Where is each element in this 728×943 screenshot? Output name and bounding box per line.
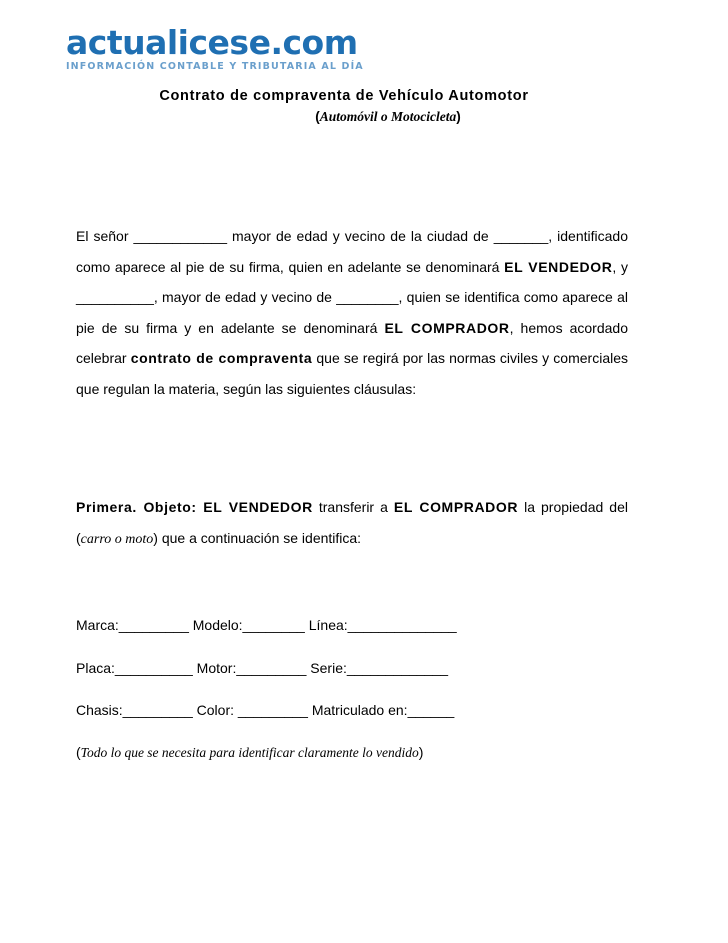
logo-tagline: INFORMACIÓN CONTABLE Y TRIBUTARIA AL DÍA: [66, 61, 364, 72]
intro-text-1: El señor ____________ mayor de edad y vecino de la ciudad de _______, identificado como aparece al pie de su firma, quien en adelante se denominará: [76, 228, 628, 275]
logo: [66, 24, 364, 72]
intro-vendedor: EL VENDEDOR: [504, 258, 613, 275]
clause-1-text-1: transferir a: [312, 499, 394, 515]
subtitle-italic: Automóvil o Motocicleta: [319, 109, 457, 124]
clause-1-heading: Primera. Objeto: EL VENDEDOR: [76, 499, 313, 515]
clause-1-comprador: EL COMPRADOR: [393, 499, 519, 515]
intro-contrato: contrato de compraventa: [130, 350, 313, 366]
subtitle-open-paren: (: [315, 109, 320, 124]
document-title: Contrato de compraventa de Vehículo Automotor: [159, 88, 529, 104]
intro-text-4: que se regirá por las normas civiles y comerciales que regulan la materia, según las siguientes cláusulas:: [76, 350, 628, 397]
vehicle-field-line: Placa:__________ Motor:_________ Serie:_____________: [76, 660, 449, 676]
intro-text-3: , hemos acordado celebrar: [76, 319, 628, 366]
vehicle-field-line: Chasis:_________ Color: _________ Matriculado en:______: [76, 702, 455, 718]
note-italic: Todo lo que se necesita para identificar claramente lo vendido: [80, 745, 419, 760]
clause-1-italic: carro o moto: [80, 531, 154, 547]
note-close-paren: ): [418, 744, 424, 760]
logo-name: actualicese.com: [66, 23, 358, 62]
intro-paragraph: [76, 221, 628, 404]
identification-note: [76, 744, 423, 761]
vehicle-field-line: Marca:_________ Modelo:________ Línea:______________: [76, 617, 457, 633]
clause-1-text-3: ) que a continuación se identifica:: [153, 529, 362, 546]
document-title-block: [0, 88, 728, 125]
document-subtitle: [0, 109, 728, 125]
note-open-paren: (: [76, 744, 81, 760]
intro-text-2: , y __________, mayor de edad y vecino de ________, quien se identifica como aparece al pie de su firma y en adelante se denominará: [76, 258, 628, 336]
clause-1-paragraph: [76, 492, 628, 555]
intro-comprador: EL COMPRADOR: [384, 319, 510, 336]
subtitle-close-paren: ): [456, 109, 461, 124]
clause-1-text-2: la propiedad del (: [76, 499, 628, 546]
